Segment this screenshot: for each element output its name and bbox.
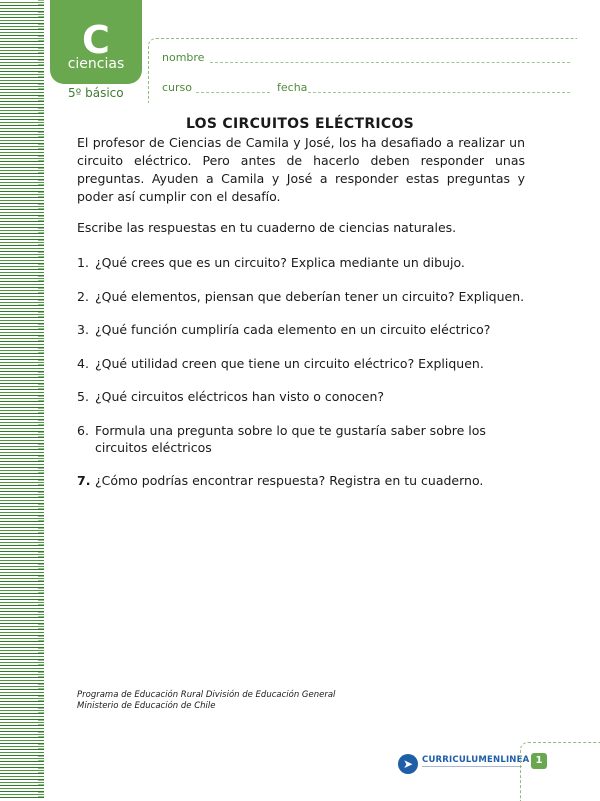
question-text: ¿Qué utilidad creen que tiene un circuito eléctrico? Expliquen. xyxy=(95,356,484,371)
course-field[interactable] xyxy=(196,92,270,93)
question-6 xyxy=(77,422,515,456)
grade-label: 5º básico xyxy=(68,86,124,100)
question-number: 6. xyxy=(77,423,89,438)
logo-text: CURRICULUMENLINEA xyxy=(422,755,530,765)
date-label: fecha xyxy=(277,81,308,94)
question-number: 2. xyxy=(77,289,89,304)
name-label: nombre xyxy=(162,51,205,64)
program-name: Programa de Educación Rural División de Educación General xyxy=(77,690,336,700)
subject-letter: C xyxy=(82,18,110,62)
question-4 xyxy=(77,355,484,372)
question-number: 4. xyxy=(77,356,89,371)
question-text: ¿Qué elementos, piensan que deberían tener un circuito? Expliquen. xyxy=(95,289,525,304)
curriculum-logo xyxy=(398,752,530,776)
ministry-name: Ministerio de Educación de Chile xyxy=(77,701,216,711)
question-text: ¿Qué circuitos eléctricos han visto o conocen? xyxy=(95,389,385,404)
name-field[interactable] xyxy=(210,62,570,63)
question-text: ¿Cómo podrías encontrar respuesta? Registra en tu cuaderno. xyxy=(95,473,484,488)
question-number: 5. xyxy=(77,389,89,404)
question-1 xyxy=(77,254,465,271)
logo-tagline-line xyxy=(422,766,522,767)
page-number-frame xyxy=(520,742,600,801)
question-number: 1. xyxy=(77,255,89,270)
page-number: 1 xyxy=(531,753,547,769)
date-field[interactable] xyxy=(308,92,570,93)
subject-badge xyxy=(50,0,142,84)
question-text: ¿Qué función cumpliría cada elemento en un circuito eléctrico? xyxy=(95,322,491,337)
question-number: 3. xyxy=(77,322,89,337)
question-3 xyxy=(77,321,490,338)
arrow-logo-icon: ➤ xyxy=(398,754,418,774)
question-2 xyxy=(77,288,524,305)
worksheet-title: LOS CIRCUITOS ELÉCTRICOS xyxy=(185,116,415,132)
question-text: Formula una pregunta sobre lo que te gustaría saber sobre los circuitos eléctricos xyxy=(95,423,486,455)
question-text: ¿Qué crees que es un circuito? Explica mediante un dibujo. xyxy=(95,255,465,270)
intro-paragraph: El profesor de Ciencias de Camila y José, los ha desafiado a realizar un circuito eléctrico. Pero antes de hacerlo deben responder unas preguntas. Ayuden a Camila y José a responder estas preguntas y poder así cumplir con el desafío. xyxy=(77,135,525,204)
course-label: curso xyxy=(162,81,193,94)
subject-name: ciencias xyxy=(67,56,125,72)
question-number: 7. xyxy=(77,473,91,488)
instruction-text: Escribe las respuestas en tu cuaderno de ciencias naturales. xyxy=(77,220,457,235)
question-7 xyxy=(77,472,483,489)
student-info-frame xyxy=(148,38,577,103)
question-5 xyxy=(77,388,384,405)
footer-organization xyxy=(77,690,335,712)
